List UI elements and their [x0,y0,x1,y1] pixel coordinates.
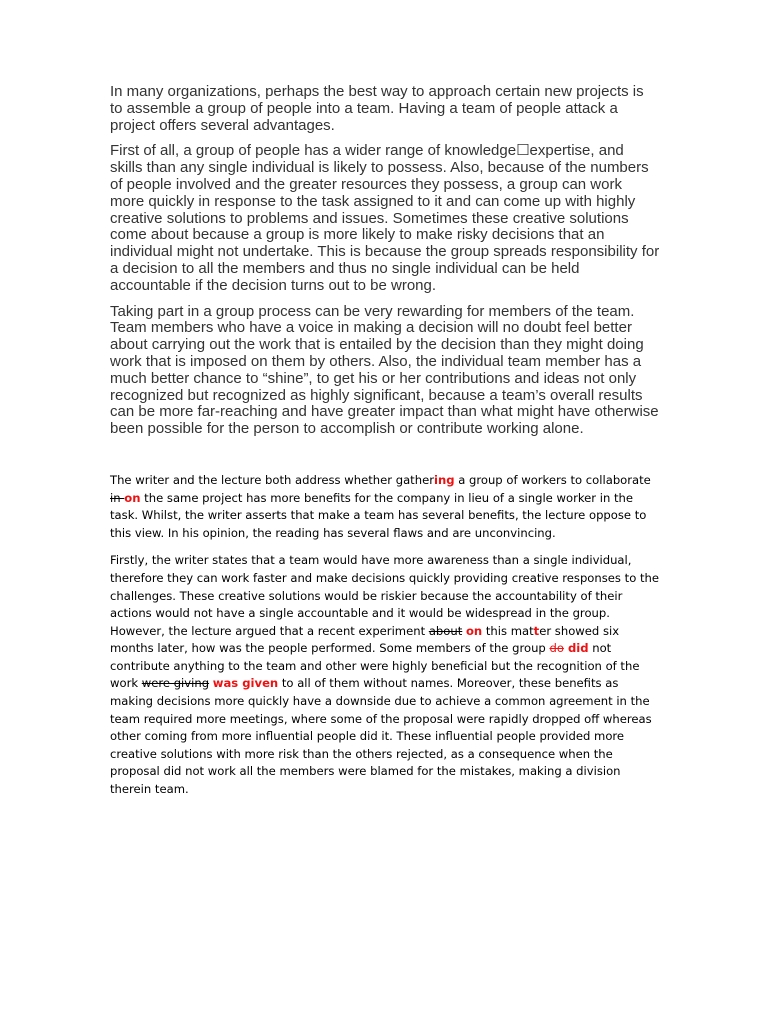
reading-paragraph-3: Taking part in a group process can be very rewarding for members of the team. Team members who have a voice in making a decision will no doubt feel better about carrying out the work that is entailed by the decision than they might doing work that is imposed on them by others. Also, the individual team member has a much better chance to “shine”, to get his or her contributions and ideas not only recognized but recognized as highly significant, because a team’s overall results can be more far-reaching and have greater impact than what might have otherwise been possible for the person to accomplish or contribute working alone. [110,302,659,438]
essay-text: Firstly, the writer states that a team would have more awareness than a single individual, therefore they can work faster and make decisions quickly providing creative responses to the challenges. These creative solutions would be riskier because the accountability of their actions would not have a single accountable and it would be widespread in the group. However, the lecture argued that a recent experiment [110,553,659,638]
essay-text: not contribute anything to the team and other were highly beneficial but the recognition of the work [110,641,640,691]
deleted-text: in [110,490,125,505]
essay-paragraph-1 [110,472,660,542]
essay-text: to all of them without names. Moreover, these benefits as making decisions more quickly have a downside due to achieve a common agreement in the team required more meetings, where some of the proposal were rapidly dropped off whereas other coming from more influential people did it. These influential people provided more creative solutions with more risk than the others rejected, as a consequence when the proposal did not work all the members were blamed for the mistakes, making a division therein team. [110,676,652,797]
document-page [110,84,660,809]
inserted-correction: was given [212,676,279,691]
inserted-correction: did [563,641,589,656]
inserted-correction: on [465,623,483,638]
reading-passage [110,84,660,438]
deleted-text: were giving [141,676,210,691]
reading-paragraph-2: First of all, a group of people has a wider range of knowledge☐expertise, and skills than any single individual is likely to possess. Also, because of the numbers of people involved and the greater resources they possess, a group can work more quickly in response to the task assigned to it and can come up with highly creative solutions to problems and issues. Sometimes these creative solutions come about because a group is more likely to make risky decisions that an individual might not undertake. This is because the group spreads responsibility for a decision to all the members and thus no single individual can be held accountable if the decision turns out to be wrong. [110,142,660,294]
essay-text: a group of workers to collaborate [454,472,651,487]
essay-text: the same project has more benefits for the company in lieu of a single worker in the task. Whilst, the writer asserts that make a team has several benefits, the lecture oppose to this view. In his opinion, the reading has several flaws and are unconvincing. [110,490,647,540]
inserted-correction: on [124,490,141,505]
essay-response [110,472,660,799]
inserted-correction: ing [433,472,455,487]
essay-text: this mat [482,623,534,638]
essay-paragraph-2 [110,552,660,798]
reading-paragraph-1: In many organizations, perhaps the best way to approach certain new projects is to assemble a group of people into a team. Having a team of people attack a project offers several advantages. [110,83,644,134]
deleted-text: do [549,641,564,656]
essay-text: The writer and the lecture both address whether gather [110,472,434,487]
essay-text: er showed six months later, how was the people performed. Some members of the group [110,623,620,656]
inserted-correction: t [533,623,540,638]
deleted-text: about [428,623,463,638]
